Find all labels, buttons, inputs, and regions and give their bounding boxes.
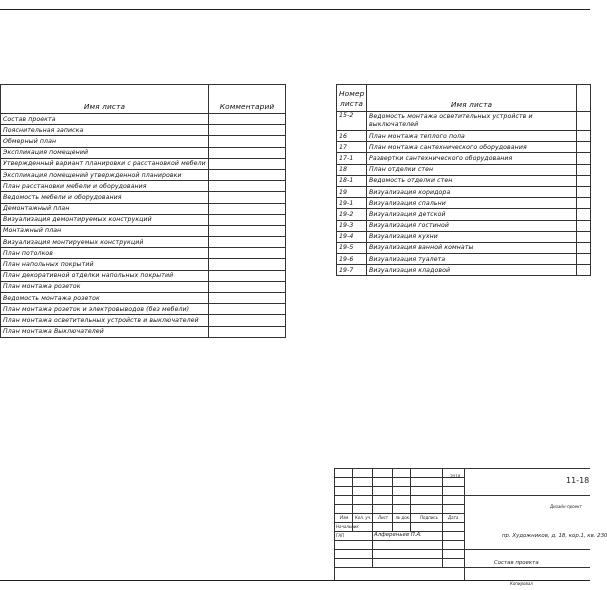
comment-cell — [209, 304, 286, 315]
sheet-name-cell: План монтажа розеток и электровыводов (без мебели) — [1, 304, 209, 315]
extra-cell — [577, 164, 591, 175]
title-block — [334, 468, 607, 586]
sheet-number-cell: 19-3 — [337, 220, 367, 231]
table-row — [1, 293, 286, 304]
extra-cell — [577, 209, 591, 220]
comment-cell — [209, 192, 286, 203]
sheet-name-cell: Демонтажный план — [1, 203, 209, 214]
comment-cell — [209, 225, 286, 236]
table-row — [337, 198, 591, 209]
sheet-name-cell: План напольных покрытий — [1, 259, 209, 270]
sheet-number-cell: 17 — [337, 142, 367, 153]
table-row — [1, 259, 286, 270]
extra-cell — [577, 254, 591, 265]
comment-cell — [209, 293, 286, 304]
comment-cell — [209, 259, 286, 270]
extra-cell — [577, 131, 591, 142]
table-row — [337, 254, 591, 265]
comment-cell — [209, 270, 286, 281]
sheet-name-cell: Монтажный план — [1, 225, 209, 236]
table-row — [337, 242, 591, 253]
sheet-name-cell: Пояснительная записка — [1, 125, 209, 136]
sheet-name-cell: Экспликация помещений — [1, 147, 209, 158]
table-row — [1, 114, 286, 125]
comment-cell — [209, 158, 286, 169]
stamp-year: 2018 — [450, 474, 461, 479]
sheet-title: Состав проекта — [494, 560, 539, 566]
header-extra — [577, 85, 591, 112]
table-row — [337, 265, 591, 276]
sheet-name-cell: План монтажа розеток — [1, 281, 209, 292]
table-row — [1, 192, 286, 203]
sheet-name-cell: План декоративной отделки напольных покрытий — [1, 270, 209, 281]
table-row — [1, 225, 286, 236]
extra-cell — [577, 231, 591, 242]
comment-cell — [209, 237, 286, 248]
sheet-number-cell: 15-2 — [337, 112, 367, 131]
extra-cell — [577, 142, 591, 153]
comment-cell — [209, 281, 286, 292]
sheet-name-cell: Ведомость отделки стен — [367, 175, 577, 186]
sheet-list-table-left — [0, 84, 286, 338]
sheet-name-cell: План расстановки мебели и оборудования — [1, 181, 209, 192]
col-kol: Кол. уч. — [355, 515, 372, 520]
sheet-number-cell: 18 — [337, 164, 367, 175]
table-row — [1, 158, 286, 169]
sheet-name-cell: План монтажа сантехнического оборудования — [367, 142, 577, 153]
extra-cell — [577, 112, 591, 131]
table-row — [1, 203, 286, 214]
header-sheet-number: Номер листа — [337, 85, 367, 112]
table-row — [1, 125, 286, 136]
table-row — [337, 231, 591, 242]
comment-cell — [209, 214, 286, 225]
sheet-name-cell: Утвержденный вариант планировки с расстановкой мебели — [1, 158, 209, 169]
sheet-name-cell: Ведомость монтажа розеток — [1, 293, 209, 304]
extra-cell — [577, 220, 591, 231]
sheet-name-cell: План потолков — [1, 248, 209, 259]
bottom-frame-line — [0, 580, 590, 581]
sheet-number-cell: 16 — [337, 131, 367, 142]
table-row — [1, 304, 286, 315]
comment-cell — [209, 315, 286, 326]
sheet-number-cell: 17-1 — [337, 153, 367, 164]
comment-cell — [209, 203, 286, 214]
sheet-name-cell: План монтажа Выключателей — [1, 326, 209, 337]
table-row — [1, 136, 286, 147]
extra-cell — [577, 186, 591, 197]
sheet-name-cell: Визуализация детской — [367, 209, 577, 220]
col-sign: Подпись — [420, 515, 438, 520]
sheet-name-cell: Визуализация демонтируемых конструкций — [1, 214, 209, 225]
table-row — [1, 270, 286, 281]
comment-cell — [209, 114, 286, 125]
sheet-name-cell: Визуализация кладовой — [367, 265, 577, 276]
extra-cell — [577, 242, 591, 253]
sheet-name-cell: План монтажа теплого пола — [367, 131, 577, 142]
sheet-name-cell: Экспликация помещений утвержденной планировки — [1, 169, 209, 180]
author-name: Алференьев П.А. — [374, 532, 422, 538]
header-comment: Комментарий — [209, 85, 286, 114]
sheet-name-cell: Визуализация спальни — [367, 198, 577, 209]
table-row — [1, 248, 286, 259]
col-date: Дата — [448, 515, 459, 520]
sheet-number-cell: 19-5 — [337, 242, 367, 253]
project-code: 11-18 — [566, 476, 590, 485]
table-row — [337, 153, 591, 164]
sheet-number-cell: 19-4 — [337, 231, 367, 242]
sheet-name-cell: Обмерный план — [1, 136, 209, 147]
sheet-name-cell: Ведомость мебели и оборудования — [1, 192, 209, 203]
header-sheet-name: Имя листа — [367, 85, 577, 112]
role-head: Начальник — [336, 524, 359, 529]
comment-cell — [209, 326, 286, 337]
top-frame-line — [0, 9, 590, 10]
comment-cell — [209, 125, 286, 136]
role-gap: ГАП — [336, 533, 344, 538]
sheet-number-cell: 19-7 — [337, 265, 367, 276]
table-row — [1, 237, 286, 248]
address: пр. Художников, д. 18, кор.1, кв. 230 — [502, 533, 607, 539]
sheet-name-cell: Ведомость монтажа осветительных устройств и выключателей — [367, 112, 577, 131]
copied-label: Копировал — [510, 581, 533, 586]
table-row — [337, 186, 591, 197]
comment-cell — [209, 248, 286, 259]
comment-cell — [209, 136, 286, 147]
sheet-name-cell: Развертки сантехнического оборудования — [367, 153, 577, 164]
table-row — [1, 169, 286, 180]
sheet-name-cell: Визуализация коридора — [367, 186, 577, 197]
extra-cell — [577, 175, 591, 186]
sheet-name-cell: Визуализация монтируемых конструкций — [1, 237, 209, 248]
extra-cell — [577, 153, 591, 164]
extra-cell — [577, 265, 591, 276]
sheet-name-cell: Визуализация гостиной — [367, 220, 577, 231]
comment-cell — [209, 181, 286, 192]
sheet-list-table-right — [336, 84, 591, 276]
table-row — [1, 147, 286, 158]
table-row — [337, 220, 591, 231]
comment-cell — [209, 147, 286, 158]
sheet-number-cell: 19-1 — [337, 198, 367, 209]
sheet-name-cell: План монтажа осветительных устройств и выключателей — [1, 315, 209, 326]
extra-cell — [577, 198, 591, 209]
sheet-name-cell: План отделки стен — [367, 164, 577, 175]
table-row — [1, 326, 286, 337]
table-row — [337, 209, 591, 220]
table-row — [337, 175, 591, 186]
table-row — [1, 315, 286, 326]
header-sheet-name: Имя листа — [1, 85, 209, 114]
col-list: Лист — [378, 515, 389, 520]
sheet-name-cell: Визуализация туалета — [367, 254, 577, 265]
sheet-number-cell: 19 — [337, 186, 367, 197]
sheet-number-cell: 18-1 — [337, 175, 367, 186]
table-row — [1, 181, 286, 192]
table-row — [337, 131, 591, 142]
project-type: Дизайн-проект — [550, 504, 582, 509]
col-izm: Изм. — [340, 515, 350, 520]
table-row — [1, 214, 286, 225]
sheet-name-cell: Визуализация кухни — [367, 231, 577, 242]
col-doc: № док. — [396, 515, 411, 520]
sheet-name-cell: Визуализация ванной комнаты — [367, 242, 577, 253]
sheet-number-cell: 19-6 — [337, 254, 367, 265]
table-row — [337, 142, 591, 153]
table-row — [1, 281, 286, 292]
sheet-name-cell: Состав проекта — [1, 114, 209, 125]
table-row — [337, 164, 591, 175]
comment-cell — [209, 169, 286, 180]
sheet-number-cell: 19-2 — [337, 209, 367, 220]
table-row — [337, 112, 591, 131]
